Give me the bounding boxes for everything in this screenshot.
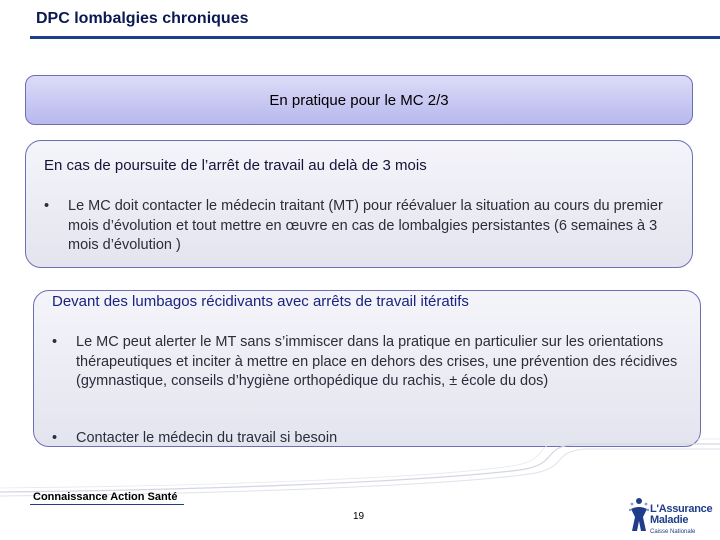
panel-1-heading: En cas de poursuite de l’arrêt de travail au delà de 3 mois	[44, 157, 427, 174]
logo-text-line1: L'Assurance	[650, 503, 713, 515]
header-banner-text: En pratique pour le MC 2/3	[269, 91, 449, 109]
footer-underline	[30, 504, 184, 505]
panel-arret-travail	[25, 140, 693, 268]
panel-2-heading: Devant des lumbagos récidivants avec arrêts de travail itératifs	[52, 293, 469, 310]
panel-lumbagos-recidivants	[33, 290, 701, 447]
bullet-text: Le MC peut alerter le MT sans s’immiscer dans la pratique en particulier sur les orientations thérapeutiques et inciter à mettre en place en dehors des crises, une prévention des récidives (gymnastique, conseils d’hygiène orthopédique du rachis, ± école du dos)	[76, 334, 678, 389]
title-underline	[30, 36, 720, 39]
bullet-text: Le MC doit contacter le médecin traitant (MT) pour réévaluer la situation au cours du premier mois d’évolution et tout mettre en œuvre en cas de lombalgies persistantes (6 semaines à 3 mois d’évolution )	[68, 198, 663, 253]
bullet-text: Contacter le médecin du travail si besoin	[76, 430, 338, 446]
slide-title: DPC lombalgies chroniques	[36, 10, 249, 27]
list-item	[44, 197, 688, 256]
header-banner	[25, 75, 693, 125]
footer-organization: Connaissance Action Santé	[33, 491, 178, 503]
bullet-icon: •	[52, 430, 58, 446]
bullet-icon: •	[44, 198, 50, 214]
logo-text-line3: Caisse Nationale	[650, 529, 696, 535]
decorative-swoosh	[0, 430, 720, 500]
logo-text-line2: Maladie	[650, 514, 689, 526]
page-number: 19	[353, 511, 365, 522]
bullet-icon: •	[52, 334, 58, 350]
assurance-maladie-logo	[628, 493, 718, 540]
list-item	[52, 333, 696, 392]
logo-figure-icon	[628, 495, 650, 535]
